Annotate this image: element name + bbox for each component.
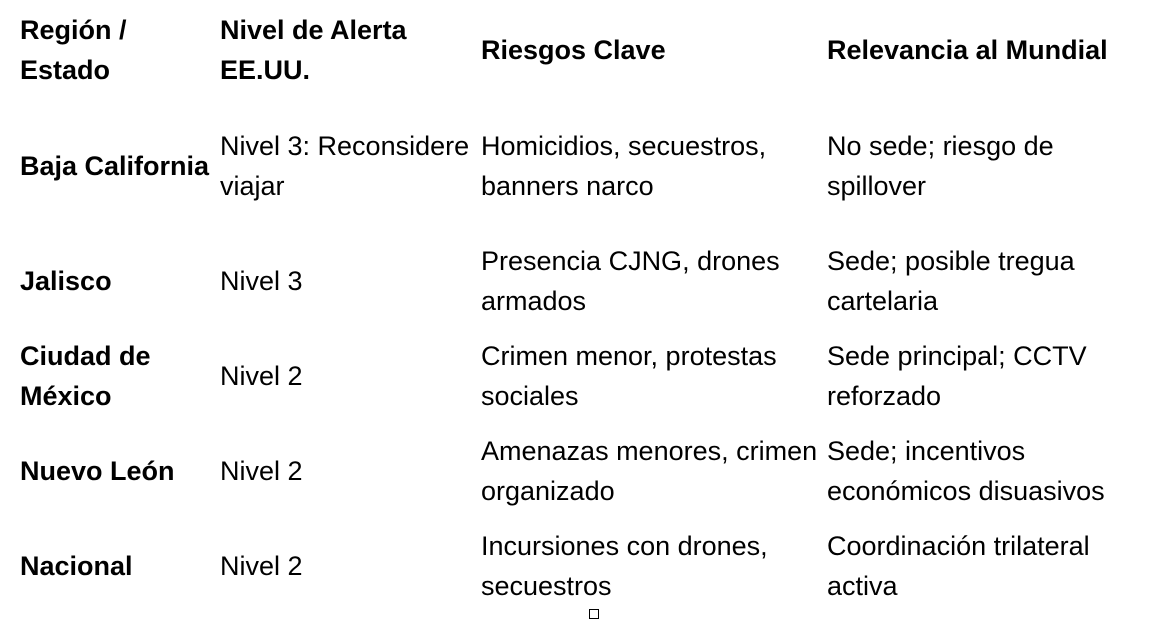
header-world-cup-relevance: Relevancia al Mundial xyxy=(827,35,1108,65)
row-alert-level: Nivel 2 xyxy=(220,361,303,391)
table-row xyxy=(20,431,1145,511)
row-alert-level: Nivel 2 xyxy=(220,456,303,486)
row-region: Nacional xyxy=(20,551,133,581)
row-key-risks: Crimen menor, protestas sociales xyxy=(481,341,777,411)
header-region: Región / Estado xyxy=(20,15,127,85)
risk-table xyxy=(20,10,1145,606)
row-region: Ciudad de México xyxy=(20,341,151,411)
table-row xyxy=(20,336,1145,416)
row-relevance: Sede; posible tregua cartelaria xyxy=(827,246,1075,316)
table-row xyxy=(20,241,1145,321)
row-relevance: Sede; incentivos económicos disuasivos xyxy=(827,436,1105,506)
row-key-risks: Homicidios, secuestros, banners narco xyxy=(481,131,767,201)
row-region: Nuevo León xyxy=(20,456,175,486)
row-alert-level: Nivel 3: Reconsidere viajar xyxy=(220,131,470,201)
row-relevance: Sede principal; CCTV reforzado xyxy=(827,341,1087,411)
row-relevance: Coordinación trilateral activa xyxy=(827,531,1090,601)
header-alert-level: Nivel de Alerta EE.UU. xyxy=(220,15,407,85)
row-alert-level: Nivel 3 xyxy=(220,266,303,296)
row-relevance: No sede; riesgo de spillover xyxy=(827,131,1054,201)
table-row xyxy=(20,526,1145,606)
table-header-row xyxy=(20,10,1145,90)
table-row xyxy=(20,106,1145,226)
row-key-risks: Presencia CJNG, drones armados xyxy=(481,246,780,316)
row-alert-level: Nivel 2 xyxy=(220,551,303,581)
row-region: Jalisco xyxy=(20,266,112,296)
small-square-marker xyxy=(589,609,599,619)
row-key-risks: Amenazas menores, crimen organizado xyxy=(481,436,818,506)
row-key-risks: Incursiones con drones, secuestros xyxy=(481,531,768,601)
row-region: Baja California xyxy=(20,151,210,181)
header-key-risks: Riesgos Clave xyxy=(481,35,666,65)
